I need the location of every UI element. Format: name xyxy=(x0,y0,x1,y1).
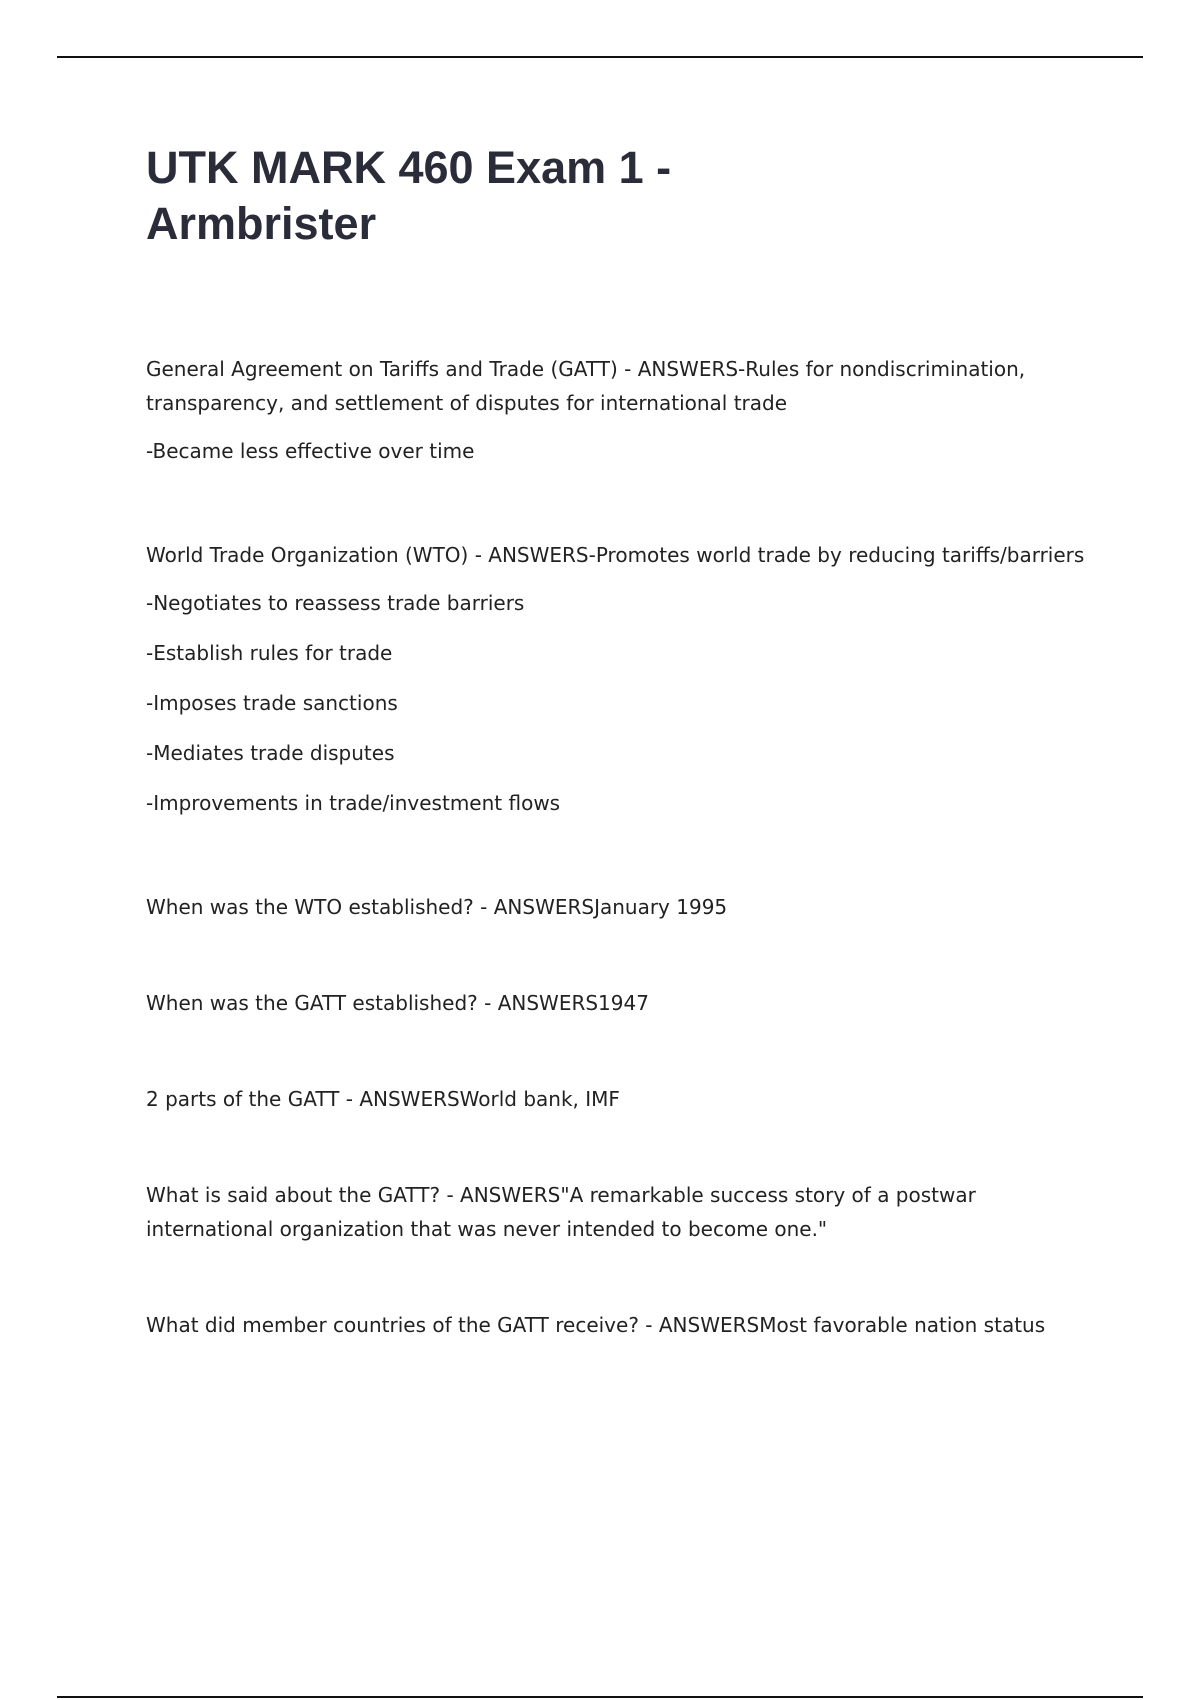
qa-text: General Agreement on Tariffs and Trade (GATT) - ANSWERS-Rules for nondiscrimination, transparency, and settlement of disputes for international trade xyxy=(146,357,1026,415)
qa-text: What is said about the GATT? - ANSWERS"A remarkable success story of a postwar international organization that was never intended to become one." xyxy=(146,1183,976,1241)
qa-text: When was the GATT established? - ANSWERS1947 xyxy=(146,991,649,1015)
qa-bullet: -Negotiates to reassess trade barriers xyxy=(146,591,525,615)
document-body xyxy=(146,140,1106,1392)
qa-item xyxy=(146,352,1106,468)
qa-item xyxy=(146,1082,1106,1116)
qa-bullet: -Establish rules for trade xyxy=(146,641,393,665)
qa-item xyxy=(146,1308,1106,1342)
qa-bullet: -Improvements in trade/investment flows xyxy=(146,791,561,815)
qa-item xyxy=(146,1178,1106,1246)
qa-item xyxy=(146,890,1106,924)
qa-bullet: -Became less effective over time xyxy=(146,439,475,463)
document-title: UTK MARK 460 Exam 1 - Armbrister xyxy=(146,142,672,249)
qa-bullet: -Mediates trade disputes xyxy=(146,741,395,765)
qa-item xyxy=(146,986,1106,1020)
qa-text: What did member countries of the GATT receive? - ANSWERSMost favorable nation status xyxy=(146,1313,1046,1337)
top-rule xyxy=(57,56,1143,58)
qa-item xyxy=(146,538,1106,820)
qa-text: 2 parts of the GATT - ANSWERSWorld bank, IMF xyxy=(146,1087,620,1111)
qa-list xyxy=(146,352,1106,1342)
qa-text: World Trade Organization (WTO) - ANSWERS-Promotes world trade by reducing tariffs/barriers xyxy=(146,543,1085,567)
qa-text: When was the WTO established? - ANSWERSJanuary 1995 xyxy=(146,895,728,919)
qa-bullet: -Imposes trade sanctions xyxy=(146,691,398,715)
bottom-rule xyxy=(57,1696,1143,1698)
